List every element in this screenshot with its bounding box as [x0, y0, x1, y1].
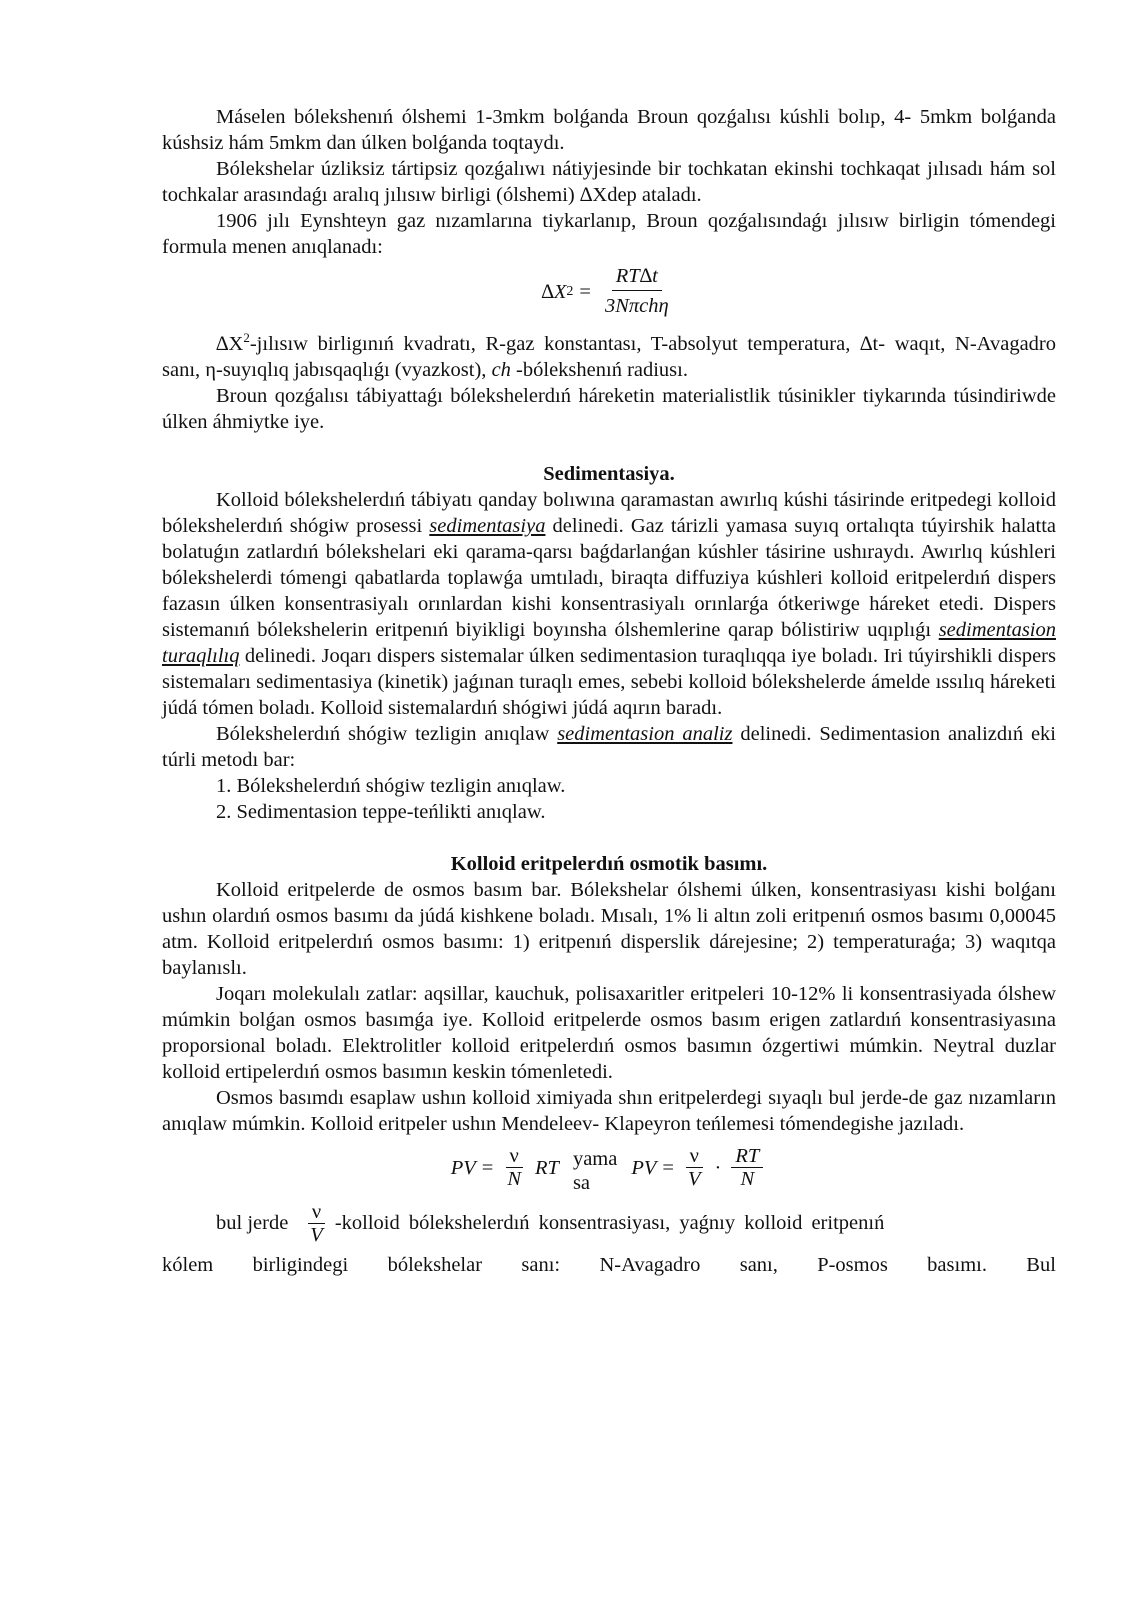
p7-a: Bólekshelerdıń shógiw tezligin anıqlaw	[216, 722, 558, 745]
formula2-eq: =	[481, 1156, 494, 1179]
formula2-fraction-3	[731, 1145, 763, 1190]
formula2-numerator-3: RT	[731, 1145, 763, 1168]
formula2-rt: RT	[535, 1156, 559, 1179]
formula2-denominator: N	[507, 1168, 522, 1191]
paragraph-8: Kolloid eritpelerde de osmos basım bar. Bólekshelar ólshemi úlken, konsentrasiyası kishi bolǵanı ushın olardıń osmos basımı da júdá kishkene boladı. Mısalı, 1% li altın zoli eritpenıń osmos basımı 0,00045 atm. Kolloid eritpelerdıń osmos basımı: 1) eritpenıń disperslik dárejesine; 2) temperaturaǵa; 3) waqıtqa baylanıslı.	[162, 878, 1056, 979]
bul-a: bul jerde	[216, 1212, 289, 1235]
last-word: N-Avagadro	[599, 1253, 701, 1276]
formula2-numerator: ν	[506, 1145, 523, 1168]
last-word: Bul	[1026, 1253, 1056, 1276]
last-word: kólem	[162, 1253, 214, 1276]
p4-a: ∆X	[216, 332, 244, 355]
bul-denominator: V	[310, 1223, 323, 1246]
formula1-eq: =	[579, 280, 591, 303]
mendeleev-formula	[162, 1141, 1056, 1195]
formula1-lhs: ∆X	[541, 280, 567, 303]
paragraph-9: Joqarı molekulalı zatlar: aqsillar, kauchuk, polisaxaritler eritpeleri 10-12% li konsentrasiyada ólshew múmkin bolǵan osmos basımǵa iye. Kolloid eritpelerde osmos basım erigen zatlardıń konsentrasiyasına proporsional boladı. Elektrolitler kolloid eritpelerdıń osmos basımın ózgertiwi múmkin. Neytral duzlar kolloid ertipelerdıń osmos basımın keskin tómenletedi.	[162, 982, 1056, 1083]
paragraph-4	[162, 325, 1056, 383]
p4-exp: 2	[243, 330, 250, 345]
last-line	[162, 1252, 1056, 1278]
paragraph-3: 1906 jılı Eynshteyn gaz nızamlarına tiykarlanıp, Broun qozǵalısındaǵı jılısıw birligin tómendegi formula menen anıqlanadı:	[162, 210, 1056, 258]
einstein-formula	[162, 262, 1056, 321]
p6-c: delinedi. Joqarı dispers sistemalar úlken sedimentasion turaqlıqqa iye boladı. Iri túyirshikli dispers sistemaları sedimentasiya (kinetik) jaǵınan turaqlı emes, sebebi kolloid bólekshelerde ámelde ıssılıq háreketi júdá tómen boladı. Kolloid sistemalardıń shógiwi júdá aqırın baradı.	[162, 644, 1056, 719]
last-word: birligindegi	[252, 1253, 349, 1276]
paragraph-2: Bólekshelar úzliksiz tártipsiz qozǵalıwı nátiyjesinde bir tochkatan ekinshi tochkaqat jılısadı hám sol tochkalar arasındaǵı aralıq jılısıw birligi (ólshemi) ∆Xdep ataladı.	[162, 158, 1056, 206]
p7-b: delinedi. Sedimentasion analizdıń eki túrli metodı bar:	[162, 722, 1057, 771]
paragraph-5: Broun qozǵalısı tábiyattaǵı bólekshelerdıń háreketin materialistlik túsinikler tiykarında túsindiriwde úlken áhmiytke iye.	[162, 384, 1056, 433]
bul-fraction	[306, 1201, 327, 1246]
bul-b: -kolloid bólekshelerdıń konsentrasiyası, yaǵnıy kolloid eritpenıń	[334, 1212, 885, 1235]
term-sedimentasion-analiz: sedimentasion analiz	[557, 722, 733, 745]
p4-ch: ch	[491, 358, 511, 381]
bul-numerator: ν	[308, 1201, 325, 1224]
p6-a: Kolloid bólekshelerdıń tábiyatı qanday bolıwına qaramastan awırlıq kúshi tásirinde eritpedegi kolloid bólekshelerdıń shógiw prosessi	[162, 488, 1056, 537]
formula1-exp: 2	[566, 283, 574, 299]
document-page	[162, 104, 1056, 1278]
formula2-eq-2: =	[662, 1156, 674, 1179]
formula2-numerator-2: ν	[686, 1145, 703, 1168]
formula1-denominator: 3Nπchη	[604, 295, 669, 317]
bul-jerde-row	[162, 1201, 1056, 1246]
formula1-numerator: RT∆t	[612, 262, 662, 291]
last-word: bólekshelar	[387, 1253, 483, 1276]
p4-c: -bólekshenıń radiusı.	[510, 358, 688, 381]
heading-sedimentasiya: Sedimentasiya.	[543, 462, 675, 485]
paragraph-10: Osmos basımdı esaplaw ushın kolloid ximiyada shın eritpelerdegi sıyaqlı bul jerde-de gaz nızamların anıqlaw múmkin. Kolloid eritpeler ushın Mendeleev- Klapeyron teńlemesi tómendegishe jazıladı.	[162, 1086, 1056, 1135]
formula2-yama	[573, 1141, 617, 1195]
formula2-yama-1: yama	[572, 1147, 618, 1170]
term-sedimentasiya: sedimentasiya	[429, 514, 546, 537]
formula2-denominator-2: V	[687, 1168, 701, 1191]
paragraph-6	[162, 487, 1056, 721]
paragraph-7	[162, 721, 1056, 773]
p4-b: -jılısıw birligınıń kvadratı, R-gaz konstantası, T-absolyut temperatura, ∆t- waqıt, N-Avagadro sanı, η-suyıqlıq jabısqaqlıǵı (vyazkost),	[162, 332, 1056, 381]
formula2-denominator-3: N	[740, 1168, 755, 1191]
last-word: P-osmos	[817, 1253, 888, 1276]
formula2-lhs: PV	[450, 1156, 476, 1179]
formula2-fraction-2	[684, 1145, 705, 1190]
term-sedimentasion-turaqliliq: sedimentasion turaqlılıq	[162, 618, 1056, 667]
formula2-fraction	[503, 1145, 525, 1190]
formula2-lhs-2: PV	[631, 1156, 657, 1179]
formula1-fraction	[601, 262, 673, 321]
last-word: basımı.	[927, 1253, 987, 1276]
last-word: sanı:	[521, 1253, 561, 1276]
formula2-dot: ·	[714, 1156, 722, 1179]
list-item: 1. Bólekshelerdıń shógiw tezligin anıqlaw.	[216, 774, 566, 797]
heading-osmotik-basim: Kolloid eritpelerdıń osmotik basımı.	[450, 852, 768, 875]
formula2-yama-2: sa	[572, 1171, 591, 1194]
last-word: sanı,	[739, 1253, 778, 1276]
list-item: 2. Sedimentasion teppe-teńlikti anıqlaw.	[216, 800, 546, 823]
paragraph-1: Máselen bólekshenıń ólshemi 1-3mkm bolǵanda Broun qozǵalısı kúshli bolıp, 4- 5mkm bolǵanda kúshsiz hám 5mkm dan úlken bolǵanda toqtaydı.	[162, 106, 1056, 154]
p6-b: delinedi. Gaz tárizli yamasa suyıq ortalıqta túyirshik halatta bolatuǵın zatlardıń bólekshelari eki qarama-qarsı baǵdarlanǵan kúshler tásirine ushıraydı. Awırlıq kúshleri bólekshelerdi tómengi qabatlarda toplawǵa umtıladı, biraqta diffuziya kúshleri kolloid eritpelerdıń dispers fazasın úlken konsentrasiyalı orınlardan kishi konsentrasiyalı orınlarǵa ótkeriwge háreket etedi. Dispers sistemanıń bólekshelerin eritpenıń biyikligi boyınsha ólshemlerine qarap bólistiriw uqıplıǵı	[162, 514, 1056, 641]
